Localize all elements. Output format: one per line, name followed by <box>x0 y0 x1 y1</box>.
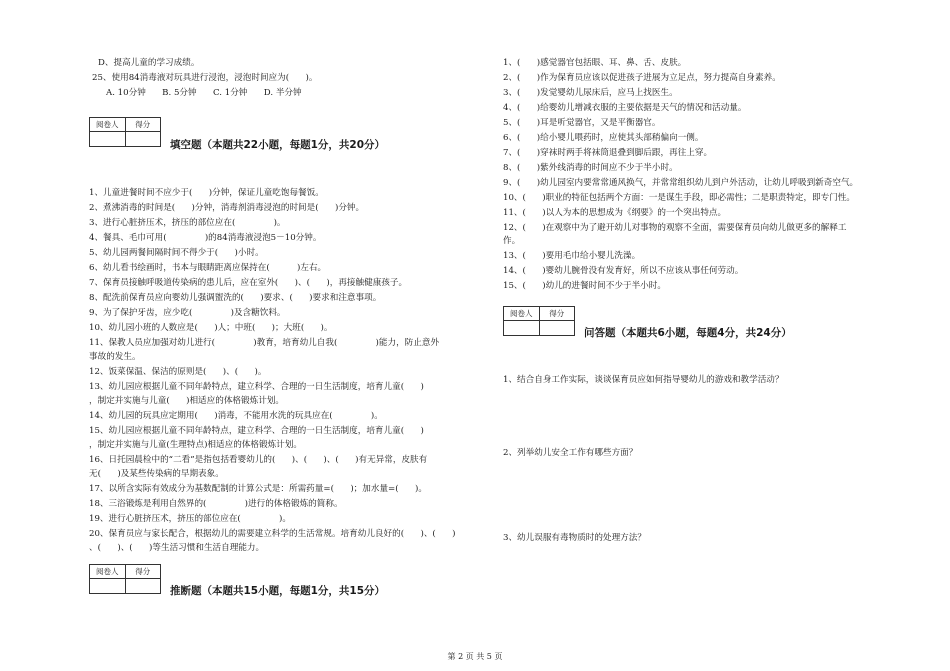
reviewer-label: 阅卷人 <box>504 307 539 321</box>
judge-item: 8、( )紫外线消毒的时间应不少于半小时。 <box>503 163 678 173</box>
judge-item: 7、( )穿袜时两手将袜筒退叠到脚后跟，再往上穿。 <box>503 148 713 158</box>
judge-item: 11、( )以人为本的思想成为《纲要》的一个突出特点。 <box>503 208 727 218</box>
judge-section-title: 推断题（本题共15小题，每题1分，共15分） <box>170 585 386 597</box>
fill-item: 2、煮沸消毒的时间是( )分钟，消毒剂消毒浸泡的时间是( )分钟。 <box>89 203 365 213</box>
qa-item: 2、列举幼儿安全工作有哪些方面？ <box>503 448 638 458</box>
fill-item: 15、幼儿园应根据儿童不同年龄特点，建立科学、合理的一日生活制度，培育儿童( ) <box>89 426 424 436</box>
question-25-options: A. 10分钟 B. 5分钟 C. 1分钟 D. 半分钟 <box>106 88 302 98</box>
fill-item: 4、餐具、毛巾可用( )的84消毒液浸泡5－10分钟。 <box>89 233 322 243</box>
fill-item: 1、儿童进餐时间不应少于( )分钟，保证儿童吃饱每餐饭。 <box>89 188 324 198</box>
fill-item: 17、以所含实际有效成分为基数配制的计算公式是：所需药量=( )；加水量=( )。 <box>89 484 427 494</box>
fill-item: 10、幼儿园小班的人数应是( )人；中班( )；大班( )。 <box>89 323 333 333</box>
page-footer: 第 2 页 共 5 页 <box>447 652 503 661</box>
fill-item: 无( )及某些传染病的早期表象。 <box>89 469 224 479</box>
judge-item: 15、( )幼儿的进餐时间不少于半小时。 <box>503 281 666 291</box>
score-box-fill <box>89 117 161 147</box>
judge-item: 1、( )感觉器官包括眼、耳、鼻、舌、皮肤。 <box>503 58 687 68</box>
judge-item: 14、( )婴幼儿腕骨没有发育好，所以不应该从事任何劳动。 <box>503 266 744 276</box>
judge-item: 4、( )给婴幼儿增减衣服的主要依据是天气的情况和活动量。 <box>503 103 747 113</box>
judge-item: 13、( )要用毛巾给小婴儿洗澡。 <box>503 251 641 261</box>
fill-item: 8、配洗前保育员应向婴幼儿强调盥洗的( )要求、( )要求和注意事项。 <box>89 293 382 303</box>
fill-item: 20、保育员应与家长配合，根据幼儿的需要建立科学的生活常规。培育幼儿良好的( )、( ) <box>89 529 456 539</box>
qa-item: 1、结合自身工作实际，谈谈保育员应如何指导婴幼儿的游戏和教学活动？ <box>503 375 784 385</box>
qa-item: 3、幼儿误服有毒物质时的处理方法？ <box>503 533 646 543</box>
judge-item: 5、( )耳是听觉器官，又是平衡器官。 <box>503 118 661 128</box>
fill-item: 6、幼儿看书绘画时，书本与眼睛距离应保持在( )左右。 <box>89 263 327 273</box>
fill-item: 9、为了保护牙齿，应少吃( )及含糖饮料。 <box>89 308 286 318</box>
judge-item: 12、( )在观察中为了避开幼儿对事物的观察不全面，需要保育员向幼儿做更多的解释工 <box>503 223 847 233</box>
fill-item: 事故的发生。 <box>89 352 141 362</box>
judge-item: 3、( )发觉婴幼儿尿床后，应马上找医生。 <box>503 88 678 98</box>
score-box-judge <box>89 564 161 594</box>
reviewer-label: 阅卷人 <box>90 118 125 132</box>
score-label: 得分 <box>540 307 575 321</box>
fill-section-title: 填空题（本题共22小题，每题1分，共20分） <box>170 139 386 151</box>
judge-item: 作。 <box>503 236 521 246</box>
score-label: 得分 <box>126 118 161 132</box>
fill-item: ，制定并实施与儿童( )相适应的体格锻炼计划。 <box>89 396 284 406</box>
fill-item: 14、幼儿园的玩具应定期用( )消毒，不能用水洗的玩具应在( )。 <box>89 411 383 421</box>
fill-item: 12、饭菜保温、保洁的原则是( )、( )。 <box>89 367 267 377</box>
fill-item: 5、幼儿园两餐间隔时间不得少于( )小时。 <box>89 248 264 258</box>
fill-item: 7、保育员接触呼吸道传染病的患儿后，应在室外( )、( )，再接触健康孩子。 <box>89 278 408 288</box>
qa-section-title: 问答题（本题共6小题，每题4分，共24分） <box>584 327 792 339</box>
fill-item: 13、幼儿园应根据儿童不同年龄特点，建立科学、合理的一日生活制度，培育儿童( ) <box>89 382 424 392</box>
fill-item: 3、进行心脏挤压术，挤压的部位应在( )。 <box>89 218 286 228</box>
score-label: 得分 <box>126 565 161 579</box>
option-d-text: D、提高儿童的学习成绩。 <box>98 58 200 68</box>
question-25-text: 25、使用84消毒液对玩具进行浸泡，浸泡时间应为( )。 <box>92 73 318 83</box>
judge-item: 6、( )给小婴儿喂药时，应使其头部稍偏向一侧。 <box>503 133 704 143</box>
judge-item: 9、( )幼儿园室内要常常通风换气，并常常组织幼儿到户外活动，让幼儿呼吸到新奇空气。 <box>503 178 859 188</box>
fill-item: 19、进行心脏挤压术，挤压的部位应在( )。 <box>89 514 291 524</box>
fill-item: 11、保教人员应加强对幼儿进行( )教育，培育幼儿自我( )能力，防止意外 <box>89 338 440 348</box>
fill-item: 16、日托园晨检中的“二看”是指包括看婴幼儿的( )、( )、( )有无异常，皮肤有 <box>89 455 428 465</box>
fill-item: 18、三浴锻炼是利用自然界的( )进行的体格锻炼的简称。 <box>89 499 343 509</box>
judge-item: 2、( )作为保育员应该以促进孩子进展为立足点，努力提高自身素养。 <box>503 73 781 83</box>
reviewer-label: 阅卷人 <box>90 565 125 579</box>
fill-item: ，制定并实施与儿童(生理特点)相适应的体格锻炼计划。 <box>89 440 302 450</box>
fill-item: 、( )、( )等生活习惯和生活自理能力。 <box>89 543 265 553</box>
score-box-qa <box>503 306 575 336</box>
judge-item: 10、( )职业的特征包括两个方面：一是谋生手段，即必需性；二是职责特定，即专门性。 <box>503 193 856 203</box>
